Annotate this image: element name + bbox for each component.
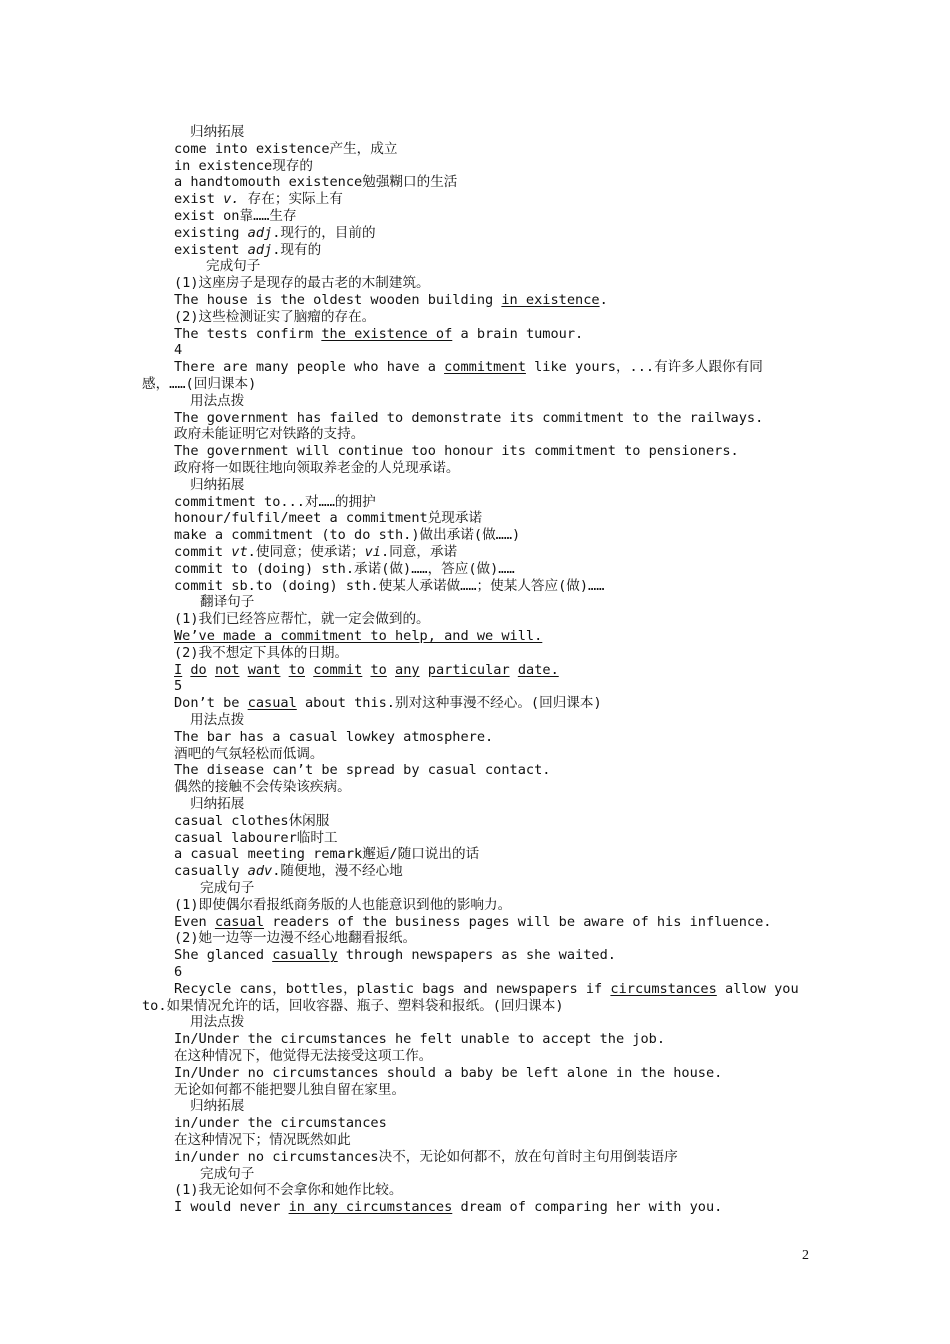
answer-blank: casually: [272, 947, 338, 964]
text-segment: exist: [174, 191, 224, 208]
text-line: [174, 1182, 402, 1199]
text-segment: Recycle cans，bottles，plastic bags and newspapers if: [174, 980, 611, 997]
text-line: [174, 947, 616, 964]
answer-blank: commitment: [444, 359, 526, 376]
text-segment: (2)她一边等一边漫不经心地翻看报纸。: [174, 930, 417, 947]
text-line: [190, 1098, 244, 1115]
text-segment: [305, 662, 313, 678]
text-line: [174, 443, 739, 460]
text-segment: The bar has a casual lowkey atmosphere.: [174, 728, 494, 745]
text-segment: 完成句子: [206, 258, 261, 275]
text-segment: (1)我们已经答应帮忙，就一定会做到的。: [174, 611, 430, 628]
text-segment: [387, 662, 395, 678]
text-segment: casual clothes休闲服: [174, 812, 330, 829]
text-segment: 完成句子: [200, 880, 255, 896]
text-segment: 翻译句子: [200, 594, 255, 611]
text-segment: existent: [174, 241, 248, 258]
text-segment: through newspapers as she waited.: [337, 947, 616, 964]
answer-blank: We’ve made a commitment to help, and we will.: [174, 628, 543, 644]
text-segment: make a commitment (to do sth.)做出承诺(做……): [174, 527, 521, 544]
text-segment: casual labourer临时工: [174, 829, 338, 846]
text-segment: [510, 662, 518, 678]
text-segment: (2)这些检测证实了脑瘤的存在。: [174, 308, 376, 325]
text-line: [174, 326, 583, 343]
text-line: [174, 1048, 432, 1065]
answer-blank: commit: [313, 661, 363, 678]
text-segment: (1)我无论如何不会拿你和她作比较。: [174, 1182, 403, 1199]
text-line: [174, 460, 459, 477]
text-line: [174, 863, 403, 880]
text-segment: 在这种情况下；情况既然如此: [174, 1132, 351, 1148]
text-segment: In/Under the circumstances he felt unable to accept the job.: [174, 1031, 666, 1048]
text-line: [174, 1115, 387, 1132]
text-line: [174, 1065, 722, 1082]
text-segment: .现有的: [272, 241, 322, 258]
answer-blank: want: [247, 661, 281, 678]
text-segment: a handtomouth existence勉强糊口的生活: [174, 174, 458, 191]
text-segment: to.如果情况允许的话，回收容器、瓶子、塑料袋和报纸。(回归课本): [142, 997, 564, 1014]
text-segment: readers of the business pages will be aware of his influence.: [264, 913, 772, 930]
text-segment: a casual meeting remark邂逅/随口说出的话: [174, 846, 480, 863]
text-segment: (1)即使偶尔看报纸商务版的人也能意识到他的影响力。: [174, 896, 512, 913]
text-line: [174, 342, 182, 359]
text-segment: [280, 662, 288, 678]
text-line: [174, 359, 763, 376]
text-line: [174, 494, 376, 511]
text-segment: .使同意；使承诺；: [247, 544, 365, 560]
answer-blank: date.: [517, 661, 559, 678]
text-segment: 偶然的接触不会传染该疾病。: [174, 779, 351, 796]
text-line: [206, 258, 260, 275]
text-segment: commit: [174, 544, 232, 560]
text-line: [174, 746, 324, 763]
text-line: [174, 141, 397, 158]
text-line: [200, 1166, 254, 1183]
text-segment: in/under no circumstances决不，无论如何都不，放在句首时主句用倒装语序: [174, 1148, 678, 1165]
text-segment: vt: [231, 544, 248, 560]
text-line: [174, 1132, 351, 1149]
text-line: [142, 376, 256, 393]
text-line: [174, 830, 338, 847]
text-line: [174, 544, 457, 561]
text-segment: The government has failed to demonstrate its commitment to the railways.: [174, 409, 764, 426]
text-segment: 归纳拓展: [190, 476, 245, 493]
text-segment: 用法点拨: [190, 712, 245, 728]
answer-blank: to: [288, 661, 305, 678]
text-line: [174, 779, 351, 796]
text-segment: a brain tumour.: [452, 325, 584, 342]
text-line: [174, 309, 375, 326]
answer-blank: do: [190, 661, 207, 678]
text-line: [174, 662, 559, 679]
text-line: [174, 645, 348, 662]
text-line: [174, 426, 364, 443]
text-segment: [240, 662, 248, 678]
text-segment: 感，……(回归课本): [142, 376, 257, 392]
text-line: [174, 191, 343, 208]
text-segment: in/under the circumstances: [174, 1115, 387, 1132]
text-segment: 酒吧的气氛轻松而低调。: [174, 745, 324, 762]
answer-blank: in existence: [501, 292, 600, 308]
text-segment: in existence现存的: [174, 157, 313, 174]
text-segment: about this.别对这种事漫不经心。(回归课本): [296, 695, 602, 712]
text-segment: 无论如何都不能把婴儿独自留在家里。: [174, 1081, 406, 1098]
text-line: [174, 1149, 678, 1166]
text-line: [190, 124, 244, 141]
text-segment: I would never: [174, 1199, 289, 1216]
text-line: [174, 242, 321, 259]
text-segment: exist on靠……生存: [174, 208, 297, 224]
text-segment: (1)这座房子是现存的最古老的木制建筑。: [174, 275, 430, 292]
text-line: [174, 981, 799, 998]
text-line: [174, 897, 511, 914]
text-line: [174, 225, 376, 242]
text-line: [174, 561, 515, 578]
text-line: [174, 914, 771, 931]
text-segment: The disease can’t be spread by casual contact.: [174, 762, 551, 779]
text-line: [174, 1082, 405, 1099]
text-line: [174, 762, 550, 779]
text-line: [200, 880, 254, 897]
text-line: [174, 695, 602, 712]
text-segment: come into existence产生，成立: [174, 140, 398, 157]
text-segment: commitment to...对……的拥护: [174, 493, 376, 510]
text-line: [174, 158, 313, 175]
answer-blank: casual: [247, 695, 297, 712]
text-segment: like yours，...有许多人跟你有同: [525, 359, 763, 376]
text-line: [174, 174, 457, 191]
text-line: [190, 712, 244, 729]
answer-blank: to: [370, 661, 387, 678]
text-line: [174, 729, 493, 746]
text-segment: [420, 662, 428, 678]
text-line: [174, 930, 416, 947]
text-segment: 存在；实际上有: [239, 191, 343, 208]
text-segment: allow you: [716, 980, 799, 997]
text-segment: .同意，承诺: [380, 544, 458, 560]
text-segment: 6: [174, 964, 183, 980]
text-segment: 归纳拓展: [190, 796, 245, 812]
text-line: [174, 578, 604, 595]
text-line: [174, 275, 430, 292]
text-segment: 在这种情况下，他觉得无法接受这项工作。: [174, 1048, 433, 1064]
text-segment: 归纳拓展: [190, 1098, 245, 1115]
text-segment: casually: [174, 863, 248, 880]
text-segment: (2)我不想定下具体的日期。: [174, 644, 349, 661]
text-line: [174, 678, 182, 695]
text-line: [174, 410, 763, 427]
text-line: [200, 594, 254, 611]
text-segment: 5: [174, 678, 183, 695]
text-segment: 完成句子: [200, 1165, 255, 1182]
text-line: [174, 813, 329, 830]
text-segment: vi: [364, 544, 381, 560]
text-line: [174, 964, 182, 981]
text-segment: .随便地，漫不经心地: [272, 863, 403, 880]
answer-blank: circumstances: [610, 980, 717, 997]
text-line: [190, 393, 244, 410]
text-segment: 政府未能证明它对铁路的支持。: [174, 426, 365, 443]
text-segment: The house is the oldest wooden building: [174, 292, 502, 308]
text-segment: existing: [174, 224, 248, 241]
text-segment: .: [599, 292, 608, 308]
text-line: [174, 527, 520, 544]
text-segment: adj: [247, 224, 273, 241]
text-segment: .现行的，目前的: [272, 224, 376, 241]
text-line: [190, 796, 244, 813]
text-segment: There are many people who have a: [174, 359, 445, 376]
text-segment: commit sb.to (doing) sth.使某人承诺做……；使某人答应(做)……: [174, 577, 605, 594]
text-segment: adj: [247, 241, 273, 258]
answer-blank: the existence of: [321, 325, 453, 342]
text-segment: dream of comparing her with you.: [452, 1199, 723, 1216]
text-segment: adv: [247, 863, 273, 880]
text-segment: 政府将一如既往地向领取养老金的人兑现承诺。: [174, 460, 460, 476]
text-segment: commit to (doing) sth.承诺(做)……，答应(做)……: [174, 560, 515, 577]
text-line: [174, 846, 479, 863]
text-segment: v.: [223, 191, 240, 208]
text-segment: [207, 662, 215, 678]
text-line: [174, 208, 297, 225]
text-line: [174, 628, 542, 645]
text-line: [174, 1199, 722, 1216]
page-number: 2: [802, 1248, 809, 1263]
text-line: [142, 998, 564, 1015]
answer-blank: particular: [427, 661, 510, 678]
text-segment: She glanced: [174, 947, 273, 964]
answer-blank: any: [395, 661, 420, 678]
text-line: [174, 1031, 665, 1048]
text-segment: In/Under no circumstances should a baby be left alone in the house.: [174, 1064, 723, 1081]
text-line: [174, 292, 608, 309]
text-segment: The tests confirm: [174, 325, 322, 342]
text-segment: Even: [174, 913, 215, 930]
text-segment: Don’t be: [174, 695, 248, 712]
answer-blank: in any circumstances: [288, 1199, 453, 1216]
text-line: [174, 510, 482, 527]
answer-blank: casual: [214, 913, 265, 930]
text-line: [190, 1014, 244, 1031]
answer-blank: not: [214, 661, 240, 678]
answer-blank: I: [174, 661, 183, 678]
text-segment: 4: [174, 342, 183, 359]
text-segment: honour/fulfil/meet a commitment兑现承诺: [174, 510, 483, 527]
text-segment: 归纳拓展: [190, 124, 245, 140]
text-segment: 用法点拨: [190, 392, 245, 409]
text-line: [174, 611, 430, 628]
text-line: [190, 477, 244, 494]
text-segment: 用法点拨: [190, 1014, 245, 1031]
text-segment: The government will continue too honour its commitment to pensioners.: [174, 443, 739, 460]
